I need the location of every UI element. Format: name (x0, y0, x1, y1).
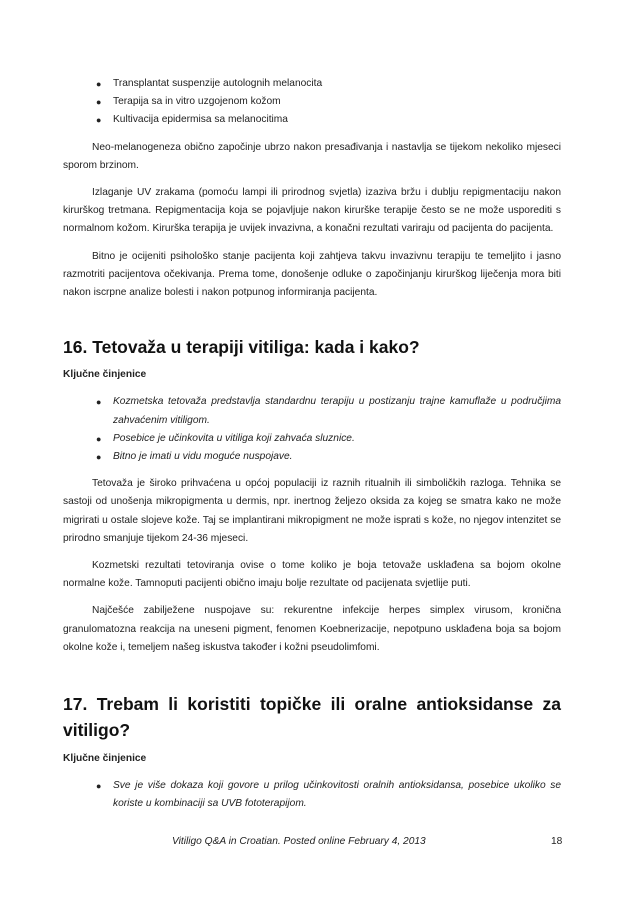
bullet-icon: ● (96, 452, 102, 463)
page-content (63, 75, 561, 814)
bullet-icon: ● (96, 97, 102, 108)
paragraph: Kozmetski rezultati tetoviranja ovise o tome koliko je boja tetovaže usklađena sa bojom okolne normalne kože. Tamnoputi pacijenti obično imaju bolje rezultate od pacijenata svjetlije puti. (63, 560, 561, 590)
key-facts-label: Ključne činjenice (63, 753, 147, 765)
footer-text: Vitiligo Q&A in Croatian. Posted online February 4, 2013 (172, 836, 426, 847)
list-item: ● Terapija sa in vitro uzgojenom kožom (63, 93, 561, 111)
list-item: ● Sve je više dokaza koji govore u prilog učinkovitosti oralnih antioksidansa, posebice ukoliko se koriste u kombinaciji sa UVB fototerapijom. (63, 777, 561, 813)
list-item: ● Bitno je imati u vidu moguće nuspojave. (63, 448, 561, 466)
section-heading-16: 16. Tetovaža u terapiji vitiliga: kada i kako? (63, 337, 420, 358)
paragraph: Neo-melanogeneza obično započinje ubrzo nakon presađivanja i nastavlja se tijekom nekoliko mjeseci sporom brzinom. (63, 141, 561, 171)
bullet-icon: ● (96, 781, 102, 792)
paragraph: Najčešće zabilježene nuspojave su: rekurentne infekcije herpes simplex virusom, kronična granulomatozna reakcija na uneseni pigment, fenomen Koebnerizacije, nepotpuno usklađena boja sa bojom okolne kože i, temeljem našeg iskustva također i kožni pseudolimfomi. (63, 605, 561, 653)
bullet-icon: ● (96, 433, 102, 444)
bullet-icon: ● (96, 397, 102, 408)
paragraph: Izlaganje UV zrakama (pomoću lampi ili prirodnog svjetla) izaziva bržu i dublju repigmentaciju nakon kirurškog tretmana. Repigmentacija koja se pojavljuje nakon kirurške terapije često se ne može usporediti s normalnom kožom. Kirurška terapija je uvijek invazivna, a konačni rezultati variraju od pacijenta do pacijenta. (63, 187, 561, 235)
section16-key-facts-list (63, 393, 561, 466)
paragraph: Bitno je ocijeniti psihološko stanje pacijenta koji zahtjeva takvu invazivnu terapiju te temeljito i jasno razmotriti pacijentova očekivanja. Prema tome, donošenje odluke o započinjanju kirurškog liječenja mora biti nakon iscrpne analize bolesti i nakon potpunog informiranja pacijenta. (63, 250, 561, 299)
section-heading-17: 17. Trebam li koristiti topičke ili oralne antioksidanse za vitiligo? (63, 694, 561, 741)
list-item: ● Kozmetska tetovaža predstavlja standardnu terapiju u postizanju trajne kamuflaže u područjima zahvaćenim vitiligom. (63, 393, 561, 429)
list-item: ● Kultivacija epidermisa sa melanocitima (63, 111, 561, 129)
bullet-icon: ● (96, 79, 102, 89)
list-item: ● Posebice je učinkovita u vitiliga koji zahvaća sluznice. (63, 430, 561, 448)
paragraph: Tetovaža je široko prihvaćena u općoj populaciji iz raznih ritualnih ili simboličkih razloga. Tehnika se sastoji od unošenja mikropigmenta u dermis, npr. inertnog željezo oksida za kojeg se smatra kako ne može migrirati u ostale slojeve kože. Taj se implantirani mikropigment ne može isprati s kože, no njegov intenzitet se prirodno smanjuje tijekom 24-36 mjeseci. (63, 478, 561, 544)
page-number: 18 (551, 836, 563, 847)
intro-bullet-list (63, 75, 561, 130)
bullet-icon: ● (96, 115, 102, 126)
section17-key-facts-list (63, 777, 561, 813)
key-facts-label: Ključne činjenice (63, 369, 147, 381)
list-item: ● Transplantat suspenzije autolognih melanocita (63, 75, 561, 93)
